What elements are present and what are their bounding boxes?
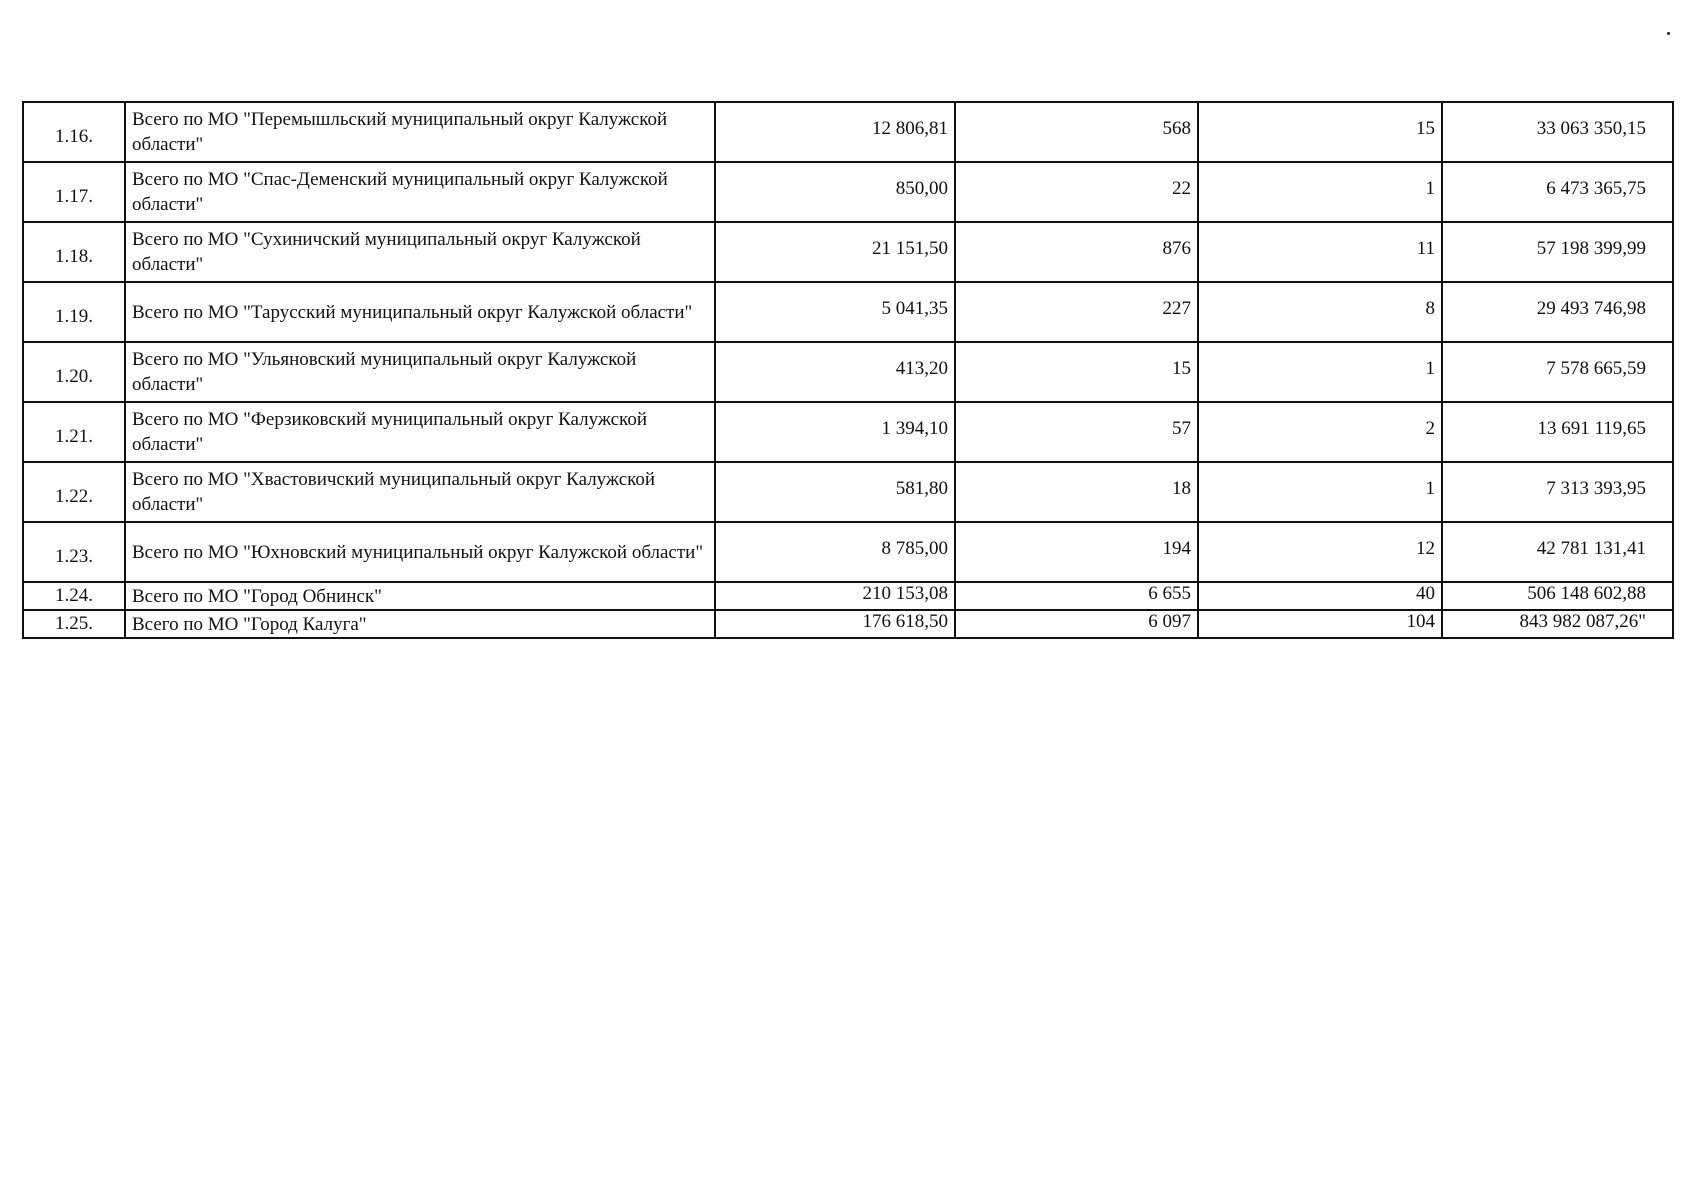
row-number: 1.23. [23, 522, 125, 582]
value-col-2: 57 [955, 402, 1198, 462]
value-col-3: 8 [1198, 282, 1442, 342]
municipality-name: Всего по МО "Город Обнинск" [125, 582, 715, 610]
value-col-1: 5 041,35 [715, 282, 955, 342]
value-col-1: 850,00 [715, 162, 955, 222]
value-col-4: 506 148 602,88 [1442, 582, 1673, 610]
municipality-name: Всего по МО "Ульяновский муниципальный округ Калужской области" [125, 342, 715, 402]
value-col-3: 40 [1198, 582, 1442, 610]
value-col-4: 13 691 119,65 [1442, 402, 1673, 462]
row-number: 1.22. [23, 462, 125, 522]
municipality-name: Всего по МО "Перемышльский муниципальный округ Калужской области" [125, 102, 715, 162]
value-col-3: 104 [1198, 610, 1442, 638]
value-col-1: 176 618,50 [715, 610, 955, 638]
value-col-3: 1 [1198, 342, 1442, 402]
value-col-2: 227 [955, 282, 1198, 342]
table-row [23, 102, 1673, 162]
value-col-1: 21 151,50 [715, 222, 955, 282]
table-row [23, 162, 1673, 222]
municipality-name: Всего по МО "Город Калуга" [125, 610, 715, 638]
value-col-4: 42 781 131,41 [1442, 522, 1673, 582]
value-col-4: 33 063 350,15 [1442, 102, 1673, 162]
value-col-3: 1 [1198, 462, 1442, 522]
table-row [23, 342, 1673, 402]
municipality-name: Всего по МО "Сухиничский муниципальный округ Калужской области" [125, 222, 715, 282]
value-col-3: 12 [1198, 522, 1442, 582]
value-col-2: 15 [955, 342, 1198, 402]
value-col-4: 7 578 665,59 [1442, 342, 1673, 402]
row-number: 1.21. [23, 402, 125, 462]
value-col-3: 1 [1198, 162, 1442, 222]
value-col-1: 8 785,00 [715, 522, 955, 582]
value-col-2: 18 [955, 462, 1198, 522]
row-number: 1.16. [23, 102, 125, 162]
value-col-1: 413,20 [715, 342, 955, 402]
table-row [23, 582, 1673, 610]
value-col-4: 7 313 393,95 [1442, 462, 1673, 522]
value-col-4: 843 982 087,26" [1442, 610, 1673, 638]
municipal-data-table [22, 101, 1674, 639]
table-row [23, 462, 1673, 522]
municipality-name: Всего по МО "Ферзиковский муниципальный округ Калужской области" [125, 402, 715, 462]
value-col-2: 6 097 [955, 610, 1198, 638]
value-col-1: 1 394,10 [715, 402, 955, 462]
row-number: 1.25. [23, 610, 125, 638]
value-col-2: 568 [955, 102, 1198, 162]
table-row [23, 282, 1673, 342]
table-row [23, 610, 1673, 638]
table-row [23, 522, 1673, 582]
value-col-4: 57 198 399,99 [1442, 222, 1673, 282]
municipality-name: Всего по МО "Юхновский муниципальный округ Калужской области" [125, 522, 715, 582]
table-row [23, 402, 1673, 462]
value-col-4: 29 493 746,98 [1442, 282, 1673, 342]
municipality-name: Всего по МО "Спас-Деменский муниципальный округ Калужской области" [125, 162, 715, 222]
value-col-3: 15 [1198, 102, 1442, 162]
value-col-2: 194 [955, 522, 1198, 582]
value-col-2: 6 655 [955, 582, 1198, 610]
value-col-4: 6 473 365,75 [1442, 162, 1673, 222]
row-number: 1.20. [23, 342, 125, 402]
municipality-name: Всего по МО "Тарусский муниципальный округ Калужской области" [125, 282, 715, 342]
table-row [23, 222, 1673, 282]
row-number: 1.18. [23, 222, 125, 282]
value-col-3: 11 [1198, 222, 1442, 282]
scan-speck [1667, 32, 1670, 35]
value-col-1: 210 153,08 [715, 582, 955, 610]
row-number: 1.19. [23, 282, 125, 342]
row-number: 1.17. [23, 162, 125, 222]
value-col-1: 581,80 [715, 462, 955, 522]
municipality-name: Всего по МО "Хвастовичский муниципальный округ Калужской области" [125, 462, 715, 522]
value-col-1: 12 806,81 [715, 102, 955, 162]
value-col-3: 2 [1198, 402, 1442, 462]
row-number: 1.24. [23, 582, 125, 610]
value-col-2: 876 [955, 222, 1198, 282]
value-col-2: 22 [955, 162, 1198, 222]
